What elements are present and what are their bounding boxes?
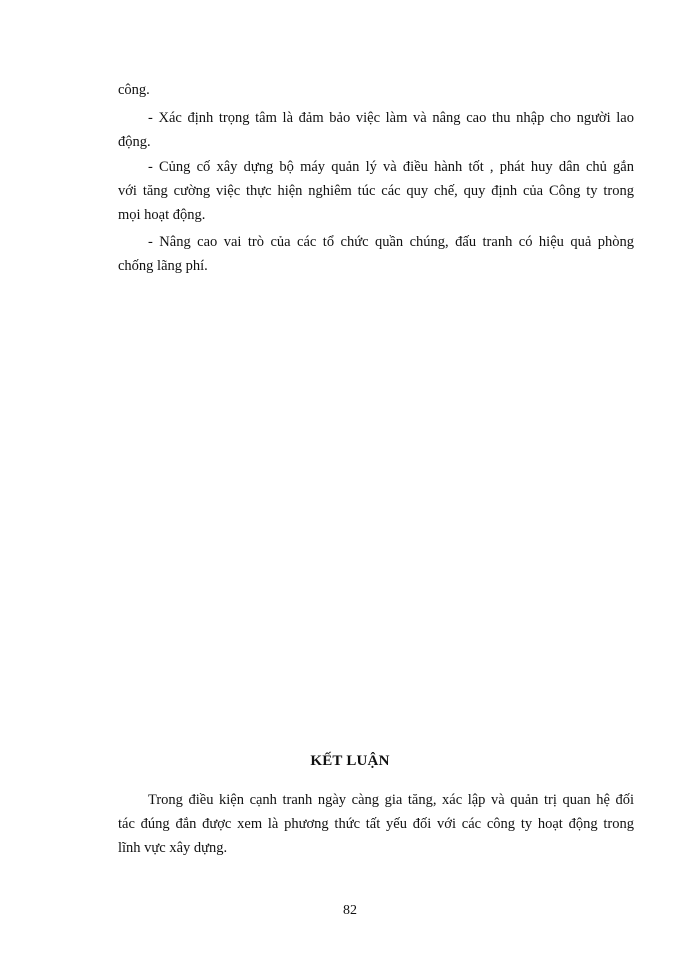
text-line: tác đúng đắn được xem là phương thức tất yếu đối với các công ty hoạt động trong (118, 816, 634, 832)
paragraph-mass-organizations (118, 230, 634, 278)
text-line: - Nâng cao vai trò của các tổ chức quần chúng, đấu tranh có hiệu quả phòng (148, 234, 634, 250)
paragraph-management-structure (118, 155, 634, 227)
text-line: - Củng cố xây dựng bộ máy quản lý và điều hành tốt , phát huy dân chủ gắn (148, 159, 634, 175)
text-line: công. (118, 82, 150, 98)
conclusion-heading: KẾT LUẬN (310, 753, 390, 769)
text-line: động. (118, 134, 151, 150)
page-number: 82 (343, 903, 357, 918)
paragraph-continuation (118, 78, 634, 102)
text-line: chống lãng phí. (118, 258, 208, 274)
text-line: mọi hoạt động. (118, 207, 206, 223)
paragraph-employment-focus (118, 106, 634, 154)
text-line: lĩnh vực xây dựng. (118, 840, 228, 856)
conclusion-paragraph (118, 788, 634, 860)
text-line: - Xác định trọng tâm là đảm bảo việc làm và nâng cao thu nhập cho người lao (148, 110, 634, 126)
text-line: với tăng cường việc thực hiện nghiêm túc các quy chế, quy định của Công ty trong (118, 183, 634, 199)
text-line: Trong điều kiện cạnh tranh ngày càng gia tăng, xác lập và quản trị quan hệ đối (148, 792, 634, 808)
